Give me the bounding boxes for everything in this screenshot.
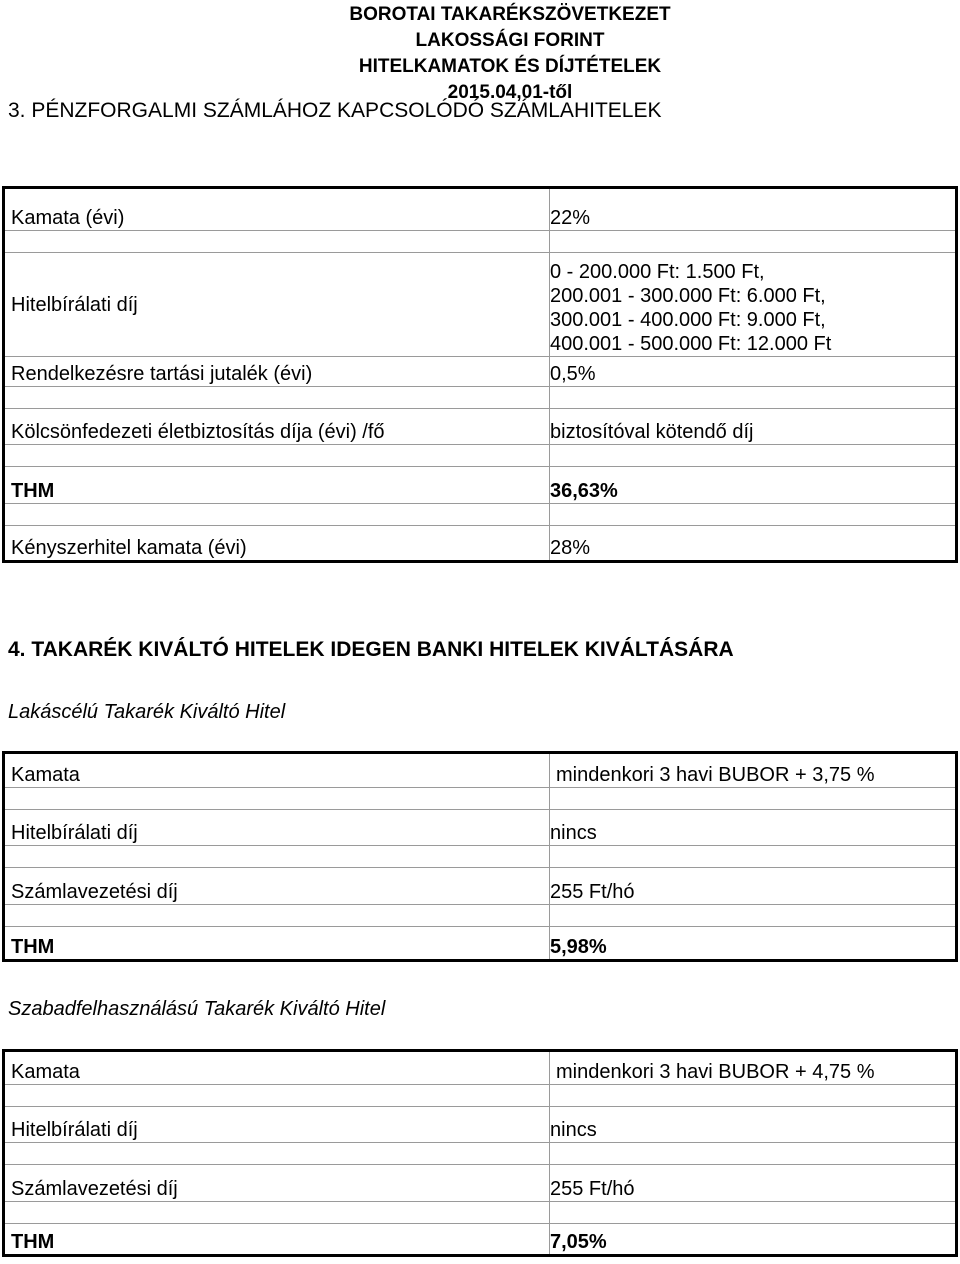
table-row [4,504,957,526]
row-label: THM [4,467,550,504]
row-label: Kamata (évi) [4,188,550,231]
fee-range-3: 300.001 - 400.000 Ft: 9.000 Ft, [550,309,826,331]
section-3-title: 3. PÉNZFORGALMI SZÁMLÁHOZ KAPCSOLÓDÓ SZÁMLAHITELEK [8,99,662,122]
doc-title: HITELKAMATOK ÉS DÍJTÉTELEK [358,56,662,77]
row-label: Kölcsönfedezeti életbiztosítás díja (évi) /fő [4,409,550,445]
table-row [4,1107,957,1143]
row-label: THM [4,1224,550,1256]
row-label: Számlavezetési díj [4,1165,550,1202]
row-value: nincs [550,1107,957,1143]
table-row [4,231,957,253]
row-value: 7,05% [550,1224,957,1256]
table-row [4,753,957,788]
fee-range-2: 200.001 - 300.000 Ft: 6.000 Ft, [550,285,826,307]
table-row [4,810,957,846]
table-row [4,1202,957,1224]
fee-range-1: 0 - 200.000 Ft: 1.500 Ft, [550,261,765,283]
row-value: 255 Ft/hó [550,868,957,905]
table-row [4,445,957,467]
table-row [4,1224,957,1256]
row-label: Hitelbírálati díj [4,810,550,846]
effective-date: 2015.04,01-től [447,82,573,103]
table-row [4,357,957,387]
lakascelu-table [2,751,958,962]
row-label: Kamata [4,753,550,788]
table-row [4,868,957,905]
table-row [4,467,957,504]
row-value: 28% [550,526,957,562]
row-value: 255 Ft/hó [550,1165,957,1202]
table-row [4,846,957,868]
table-row [4,788,957,810]
fee-ranges [550,253,957,357]
row-value: 5,98% [550,927,957,961]
table-row [4,526,957,562]
row-label: THM [4,927,550,961]
table-row [4,1051,957,1085]
row-value: mindenkori 3 havi BUBOR + 4,75 % [550,1051,957,1085]
table-row [4,905,957,927]
table-row [4,927,957,961]
table-row [4,1165,957,1202]
section-4-title: 4. TAKARÉK KIVÁLTÓ HITELEK IDEGEN BANKI HITELEK KIVÁLTÁSÁRA [8,638,734,661]
row-label: Hitelbírálati díj [4,1107,550,1143]
row-label: Számlavezetési díj [4,868,550,905]
section-3-table [2,186,958,563]
szabad-subtitle: Szabadfelhasználású Takarék Kiváltó Hitel [8,998,386,1020]
row-label: Kamata [4,1051,550,1085]
row-value: nincs [550,810,957,846]
row-value: 36,63% [550,467,957,504]
row-label: Kényszerhitel kamata (évi) [4,526,550,562]
szabad-table [2,1049,958,1257]
row-label: Hitelbírálati díj [4,253,550,357]
row-label: Rendelkezésre tartási jutalék (évi) [4,357,550,387]
table-row [4,253,957,357]
table-row [4,387,957,409]
row-value: mindenkori 3 havi BUBOR + 3,75 % [550,753,957,788]
table-row [4,1085,957,1107]
lakascelu-subtitle: Lakáscélú Takarék Kiváltó Hitel [8,701,286,723]
table-row [4,188,957,231]
fee-range-4: 400.001 - 500.000 Ft: 12.000 Ft [550,333,832,355]
table-row [4,409,957,445]
row-value: 0,5% [550,357,957,387]
doc-subtitle: LAKOSSÁGI FORINT [415,30,605,51]
table-row [4,1143,957,1165]
row-value: biztosítóval kötendő díj [550,409,957,445]
row-value: 22% [550,188,957,231]
org-name: BOROTAI TAKARÉKSZÖVETKEZET [349,4,671,25]
